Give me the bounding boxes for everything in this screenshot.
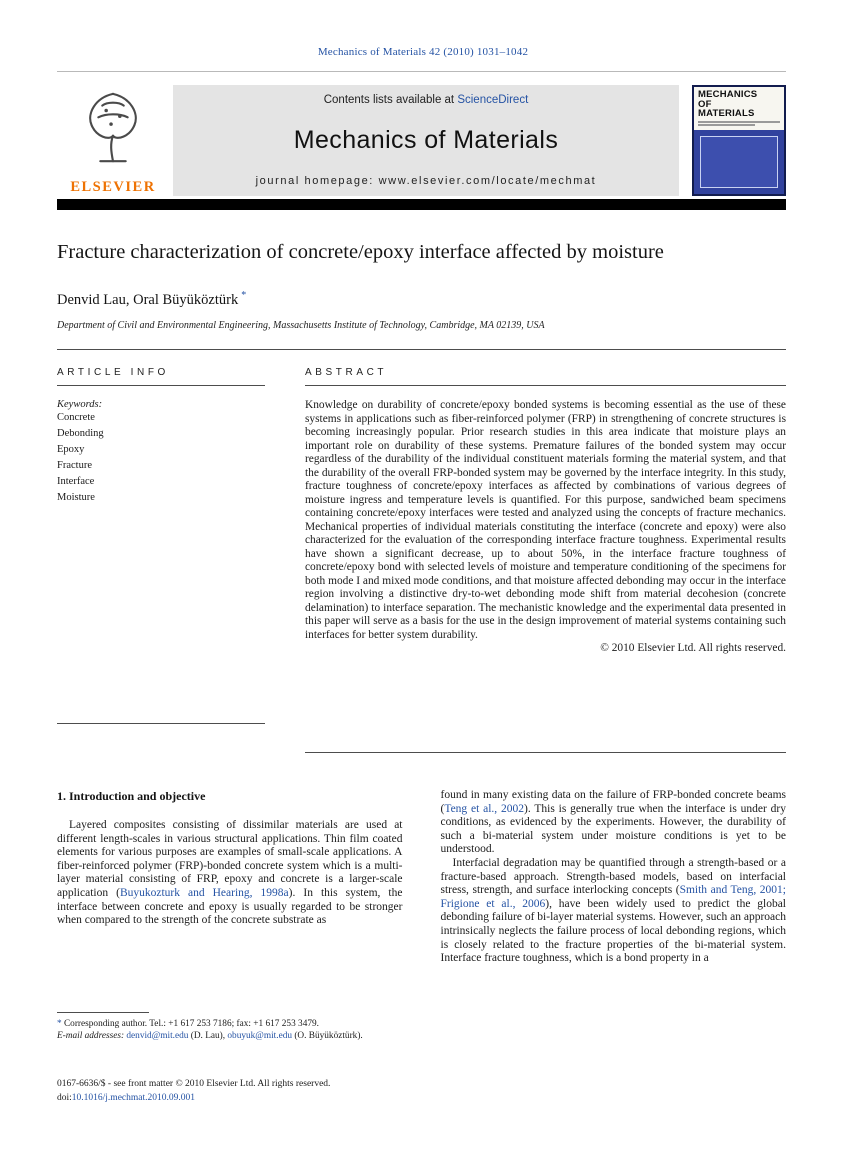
keyword: Concrete bbox=[57, 412, 95, 423]
keyword: Epoxy bbox=[57, 444, 85, 455]
cover-masthead bbox=[694, 87, 784, 130]
body-left-column bbox=[57, 789, 403, 966]
footnote-text: (O. Büyüköztürk). bbox=[292, 1030, 363, 1041]
copyright-footer bbox=[57, 1077, 477, 1105]
paragraph-text: Layered composites consisting of dissimilar materials are used at different length-scales in various structural applications. Thin film coated elements for various purposes are examples of small-scale applications. A fiber-reinforced polymer (FRP)-bonded concrete system which is a multi-layer material consisting of FRP, epoxy and concrete is a larger-scale application ( bbox=[57, 819, 403, 899]
body-paragraph bbox=[441, 857, 787, 966]
cover-panel bbox=[700, 136, 778, 188]
author-line bbox=[57, 290, 246, 309]
article-title: Fracture characterization of concrete/epoxy interface affected by moisture bbox=[57, 241, 664, 263]
body-paragraph bbox=[57, 819, 403, 928]
keyword: Fracture bbox=[57, 460, 92, 471]
citation-link[interactable]: Buyukozturk and Hearing, 1998a bbox=[119, 886, 289, 899]
header-black-bar bbox=[57, 199, 786, 210]
cover-title-line: OF bbox=[698, 98, 712, 110]
contents-line-text: Contents lists available at bbox=[323, 94, 458, 106]
email-addresses-label: E-mail addresses: bbox=[57, 1030, 125, 1041]
journal-citation-header[interactable]: Mechanics of Materials 42 (2010) 1031–1042 bbox=[317, 46, 529, 58]
footnote-corresponding bbox=[57, 1019, 403, 1031]
divider bbox=[57, 349, 786, 350]
paragraph-text: Interfacial degradation may be quantified through a strength-based or a fracture-based approach. Strength-based models, based on interfacial stress, strength, and surface interlocking concepts ( bbox=[440, 856, 786, 897]
footnote-divider bbox=[57, 1012, 149, 1013]
paragraph-text: ). This is generally true when the interface is under dry conditions, as evidenced by the experiments. However, the durability of such a bi-material system under moisture conditions is yet to be understood. bbox=[440, 802, 786, 856]
cover-title-line: MATERIALS bbox=[698, 108, 755, 120]
homepage-label: journal homepage: bbox=[255, 175, 379, 187]
footnote-text: Corresponding author. Tel.: +1 617 253 7186; fax: +1 617 253 3479. bbox=[61, 1019, 319, 1029]
issn-copyright-line: 0167-6636/$ - see front matter © 2010 Elsevier Ltd. All rights reserved. bbox=[57, 1079, 331, 1089]
elsevier-logo bbox=[57, 85, 169, 196]
paragraph-text: ), have been widely used to predict the global debonding failure of bi-layer material systems. However, such an approach intrinsically neglects the failure process of local debonding regions, which is closely related to the fracture properties of the bi-material system. Interface fracture toughness, which is a bond property in a bbox=[440, 897, 786, 965]
citation-link[interactable]: Smith and Teng, 2001; Frigione et al., 2006 bbox=[440, 884, 786, 910]
divider bbox=[57, 71, 786, 72]
cover-body bbox=[694, 130, 784, 194]
journal-cover-thumbnail bbox=[692, 85, 786, 196]
body-right-column bbox=[441, 789, 787, 966]
keywords-label: Keywords: bbox=[57, 399, 103, 410]
cover-decorative-bar bbox=[698, 121, 780, 123]
elsevier-tree-icon bbox=[74, 87, 152, 169]
article-info-column bbox=[57, 367, 265, 506]
divider bbox=[57, 723, 265, 724]
doi-link[interactable]: 10.1016/j.mechmat.2010.09.001 bbox=[71, 1093, 196, 1103]
elsevier-wordmark: ELSEVIER bbox=[70, 178, 156, 195]
keyword: Interface bbox=[57, 476, 95, 487]
abstract-text: Knowledge on durability of concrete/epoxy bonded systems is becoming essential as the use of these systems in applications such as fiber-reinforced polymer (FRP) in strengthening of concrete structures is becoming increasingly popular. Prior research studies in this area indicate that moisture plays an important role on durability of these systems. Premature failures of the bonded system may occur regardless of the durability of the individual constituent materials forming the material system, and that the durability of the overall FRP-bonded system may be governed by the interface integrity. In this study, fracture toughness of concrete/epoxy interfaces as affected by combinations of various degrees of moisture ingress and temperature levels is quantified. For this purpose, sandwiched beam specimens containing concrete/epoxy interfaces were tested and analyzed using the concepts of fracture mechanics. Mechanical properties of individual materials constituting the interface (concrete and epoxy) were also characterized for the evaluation of the corresponding interface fracture toughness. Experimental results have shown a significant decrease, up to about 50%, in the interface fracture toughness of concrete/epoxy bond with selected levels of moisture and temperature conditioning of the specimens for both mode I and mixed mode conditions, and that moisture affected debonding may occur in the interface region involving a distinctive dry-to-wet debonding mode shift from material decohesion (concrete delamination) to interface separation. The mechanistic knowledge and the experimental data presented in this paper will serve as a basis for the use in the design improvement of material systems containing such interfaces for better system durability. bbox=[305, 399, 786, 641]
body-paragraph bbox=[441, 789, 787, 857]
journal-homepage-line bbox=[256, 175, 597, 187]
contents-line bbox=[324, 94, 529, 106]
footnote-block bbox=[57, 1012, 403, 1042]
divider bbox=[305, 752, 786, 753]
abstract-column bbox=[305, 367, 786, 656]
affiliation-line: Department of Civil and Environmental Engineering, Massachusetts Institute of Technology, Cambridge, MA 02139, USA bbox=[57, 320, 545, 331]
email-link[interactable]: obuyuk@mit.edu bbox=[227, 1030, 292, 1041]
journal-banner-box bbox=[173, 85, 679, 196]
doi-label: doi: bbox=[57, 1093, 72, 1103]
abstract-copyright: © 2010 Elsevier Ltd. All rights reserved. bbox=[600, 642, 786, 654]
footnote-emails bbox=[57, 1031, 403, 1043]
keyword: Debonding bbox=[57, 428, 104, 439]
cover-decorative-bar bbox=[698, 124, 755, 126]
body-text bbox=[57, 789, 786, 966]
corresponding-author-asterisk[interactable]: * bbox=[241, 290, 247, 301]
footnote-text: (D. Lau), bbox=[188, 1030, 228, 1041]
keyword: Moisture bbox=[57, 492, 95, 503]
author-names: Denvid Lau, Oral Büyüköztürk bbox=[57, 291, 239, 308]
paragraph-text: found in many existing data on the failure of FRP-bonded concrete beams ( bbox=[440, 789, 786, 815]
section-heading: 1. Introduction and objective bbox=[57, 789, 206, 803]
abstract-heading: ABSTRACT bbox=[305, 367, 786, 386]
email-link[interactable]: denvid@mit.edu bbox=[126, 1030, 189, 1041]
homepage-url-link[interactable]: www.elsevier.com/locate/mechmat bbox=[378, 175, 597, 187]
cover-title-line: MECHANICS bbox=[698, 89, 758, 100]
citation-link[interactable]: Teng et al., 2002 bbox=[444, 802, 525, 815]
journal-banner bbox=[57, 85, 786, 196]
article-info-heading: ARTICLE INFO bbox=[57, 367, 265, 386]
doi-line bbox=[57, 1091, 477, 1105]
sciencedirect-link[interactable]: ScienceDirect bbox=[457, 94, 529, 106]
journal-title: Mechanics of Materials bbox=[293, 126, 559, 154]
paragraph-text: ). In this system, the interface between concrete and epoxy is usually regarded to be stronger when compared to the strength of the concrete substrate as bbox=[57, 886, 403, 927]
footnote-asterisk[interactable]: * bbox=[57, 1019, 62, 1029]
